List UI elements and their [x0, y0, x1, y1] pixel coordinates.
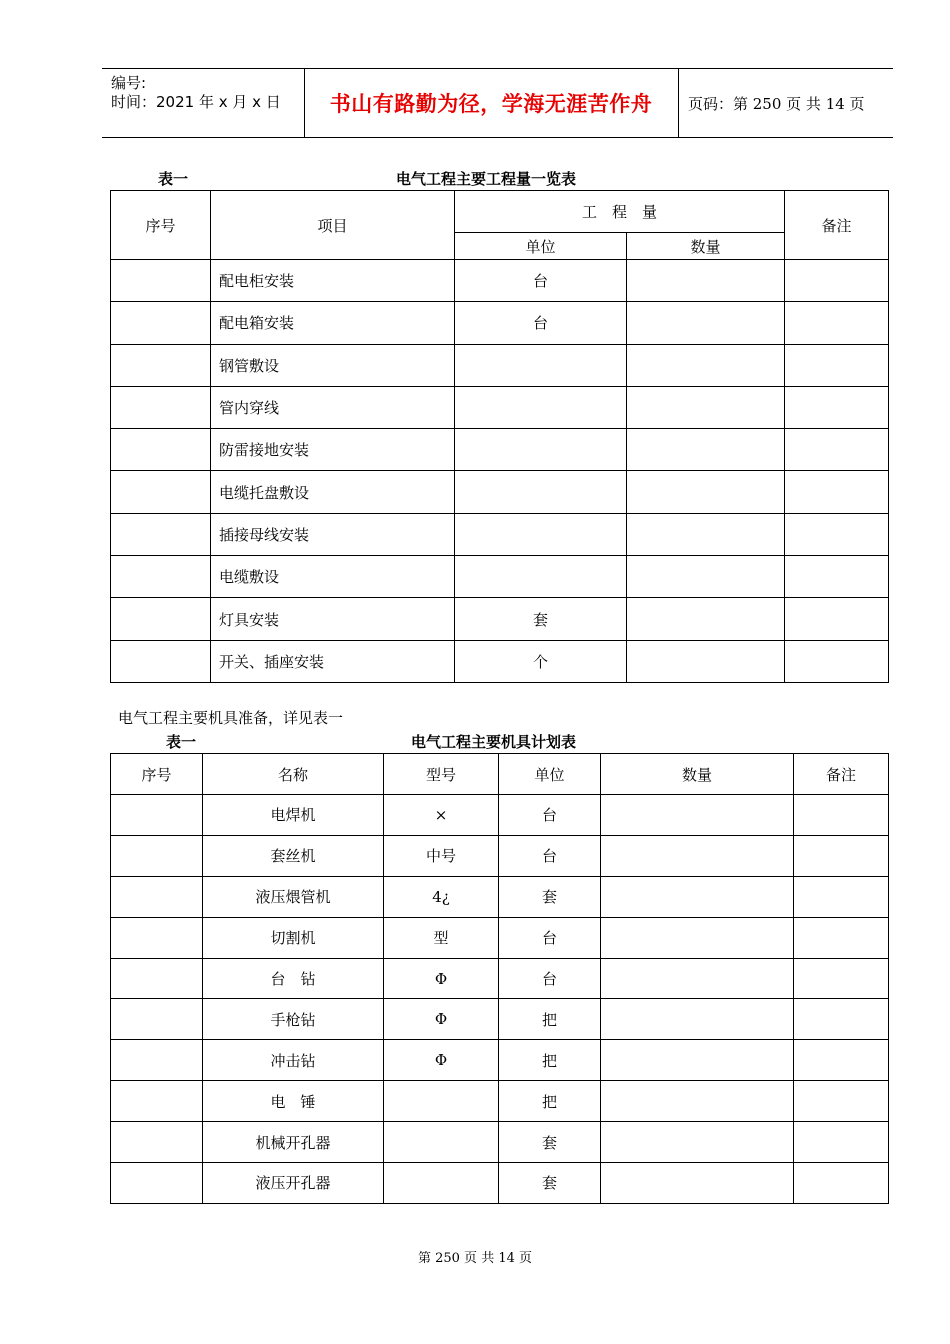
header-amount: 数量 — [627, 233, 785, 260]
cell-model: Φ — [384, 999, 499, 1040]
cell-seq — [111, 471, 211, 513]
cell-amount — [601, 1040, 794, 1081]
cell-seq — [111, 835, 203, 876]
cell-unit: 台 — [455, 260, 627, 302]
cell-seq — [111, 344, 211, 386]
table1-caption-title: 电气工程主要工程量一览表 — [396, 170, 577, 188]
cell-item: 灯具安装 — [211, 598, 455, 640]
table2-caption-label: 表一 — [166, 733, 197, 751]
table-row — [111, 917, 889, 958]
cell-remark — [794, 999, 889, 1040]
cell-amount — [601, 795, 794, 836]
cell-seq — [111, 1040, 203, 1081]
cell-amount — [601, 1163, 794, 1204]
cell-unit: 台 — [499, 917, 601, 958]
table-row — [111, 795, 889, 836]
header-page-info: 页码：第 250 页 共 14 页 — [688, 94, 865, 113]
header-page-info-cell — [679, 69, 893, 137]
cell-seq — [111, 640, 211, 682]
cell-unit: 个 — [455, 640, 627, 682]
cell-name: 台 钻 — [203, 958, 384, 999]
cell-seq — [111, 795, 203, 836]
cell-seq — [111, 513, 211, 555]
header-remark: 备注 — [794, 754, 889, 795]
cell-seq — [111, 917, 203, 958]
cell-seq — [111, 386, 211, 428]
table-row — [111, 1081, 889, 1122]
cell-remark — [785, 513, 889, 555]
cell-name: 液压煨管机 — [203, 876, 384, 917]
cell-amount — [601, 1081, 794, 1122]
header-amount: 数量 — [601, 754, 794, 795]
header-motto: 书山有路勤为径，学海无涯苦作舟 — [329, 91, 653, 116]
cell-seq — [111, 429, 211, 471]
table-row — [111, 386, 889, 428]
cell-item: 开关、插座安装 — [211, 640, 455, 682]
table-row — [111, 429, 889, 471]
page-header — [102, 68, 893, 138]
cell-seq — [111, 260, 211, 302]
header-name: 名称 — [203, 754, 384, 795]
cell-unit: 把 — [499, 1040, 601, 1081]
cell-unit — [455, 344, 627, 386]
cell-model: Φ — [384, 1040, 499, 1081]
cell-item: 配电箱安装 — [211, 302, 455, 344]
cell-remark — [794, 1122, 889, 1163]
cell-model — [384, 1081, 499, 1122]
table-row — [111, 598, 889, 640]
table-row — [111, 835, 889, 876]
cell-remark — [785, 556, 889, 598]
header-unit: 单位 — [499, 754, 601, 795]
equipment-table — [110, 753, 889, 1204]
table1-caption-label: 表一 — [158, 170, 189, 188]
cell-amount — [627, 302, 785, 344]
cell-item: 钢管敷设 — [211, 344, 455, 386]
cell-seq — [111, 876, 203, 917]
cell-remark — [794, 876, 889, 917]
cell-remark — [794, 958, 889, 999]
table-row — [111, 260, 889, 302]
cell-unit — [455, 429, 627, 471]
cell-name: 套丝机 — [203, 835, 384, 876]
cell-seq — [111, 1122, 203, 1163]
cell-remark — [785, 429, 889, 471]
cell-model: 中号 — [384, 835, 499, 876]
table-row — [111, 958, 889, 999]
cell-seq — [111, 1081, 203, 1122]
cell-amount — [601, 958, 794, 999]
header-seq: 序号 — [111, 191, 211, 260]
cell-model — [384, 1122, 499, 1163]
cell-remark — [785, 260, 889, 302]
table-row — [111, 302, 889, 344]
header-motto-cell — [304, 69, 679, 137]
cell-name: 电 锤 — [203, 1081, 384, 1122]
cell-name: 机械开孔器 — [203, 1122, 384, 1163]
cell-item: 防雷接地安装 — [211, 429, 455, 471]
table-row — [111, 1122, 889, 1163]
cell-model: Φ — [384, 958, 499, 999]
cell-item: 管内穿线 — [211, 386, 455, 428]
cell-unit: 把 — [499, 999, 601, 1040]
cell-amount — [601, 1122, 794, 1163]
table-row — [111, 556, 889, 598]
cell-unit: 台 — [499, 958, 601, 999]
cell-unit: 台 — [499, 795, 601, 836]
cell-seq — [111, 1163, 203, 1204]
cell-remark — [794, 917, 889, 958]
cell-amount — [627, 640, 785, 682]
cell-amount — [627, 598, 785, 640]
header-unit: 单位 — [455, 233, 627, 260]
table-row — [111, 513, 889, 555]
cell-unit — [455, 386, 627, 428]
header-remark: 备注 — [785, 191, 889, 260]
cell-remark — [794, 1163, 889, 1204]
cell-item: 配电柜安装 — [211, 260, 455, 302]
serial-label: 编号: — [111, 74, 147, 92]
cell-name: 切割机 — [203, 917, 384, 958]
cell-model: 4¿ — [384, 876, 499, 917]
cell-unit: 把 — [499, 1081, 601, 1122]
cell-remark — [794, 795, 889, 836]
cell-name: 电焊机 — [203, 795, 384, 836]
cell-unit: 套 — [499, 876, 601, 917]
cell-name: 冲击钻 — [203, 1040, 384, 1081]
cell-model: 型 — [384, 917, 499, 958]
table-row — [111, 471, 889, 513]
cell-item: 插接母线安装 — [211, 513, 455, 555]
cell-unit: 套 — [455, 598, 627, 640]
cell-remark — [785, 302, 889, 344]
cell-amount — [601, 835, 794, 876]
cell-remark — [785, 386, 889, 428]
page-footer: 第 250 页 共 14 页 — [417, 1251, 533, 1266]
cell-unit — [455, 556, 627, 598]
cell-seq — [111, 958, 203, 999]
cell-name: 液压开孔器 — [203, 1163, 384, 1204]
cell-amount — [627, 556, 785, 598]
cell-unit: 套 — [499, 1122, 601, 1163]
table-row — [111, 344, 889, 386]
cell-seq — [111, 598, 211, 640]
header-quantity-group: 工 程 量 — [455, 191, 785, 233]
cell-remark — [785, 344, 889, 386]
cell-remark — [794, 1081, 889, 1122]
header-item: 项目 — [211, 191, 455, 260]
cell-amount — [627, 429, 785, 471]
cell-unit — [455, 513, 627, 555]
cell-name: 手枪钻 — [203, 999, 384, 1040]
time-line: 时间：2021 年 x 月 x 日 — [111, 93, 281, 111]
cell-unit — [455, 471, 627, 513]
cell-amount — [601, 917, 794, 958]
cell-seq — [111, 556, 211, 598]
intro-text: 电气工程主要机具准备，详见表一 — [118, 709, 344, 727]
cell-amount — [627, 471, 785, 513]
header-model: 型号 — [384, 754, 499, 795]
quantities-table — [110, 190, 889, 683]
cell-seq — [111, 302, 211, 344]
cell-item: 电缆敷设 — [211, 556, 455, 598]
cell-seq — [111, 999, 203, 1040]
cell-amount — [601, 876, 794, 917]
table-row — [111, 1163, 889, 1204]
cell-unit: 台 — [499, 835, 601, 876]
cell-remark — [785, 471, 889, 513]
cell-remark — [785, 640, 889, 682]
cell-unit: 台 — [455, 302, 627, 344]
cell-amount — [627, 344, 785, 386]
table-row — [111, 876, 889, 917]
cell-remark — [794, 835, 889, 876]
table-row — [111, 640, 889, 682]
header-seq: 序号 — [111, 754, 203, 795]
cell-amount — [627, 513, 785, 555]
header-meta — [102, 69, 305, 137]
cell-remark — [785, 598, 889, 640]
cell-amount — [627, 386, 785, 428]
table-row — [111, 1040, 889, 1081]
table-row — [111, 999, 889, 1040]
cell-amount — [601, 999, 794, 1040]
cell-model: × — [384, 795, 499, 836]
table2-caption-title: 电气工程主要机具计划表 — [411, 733, 577, 751]
cell-item: 电缆托盘敷设 — [211, 471, 455, 513]
cell-model — [384, 1163, 499, 1204]
cell-remark — [794, 1040, 889, 1081]
cell-unit: 套 — [499, 1163, 601, 1204]
cell-amount — [627, 260, 785, 302]
